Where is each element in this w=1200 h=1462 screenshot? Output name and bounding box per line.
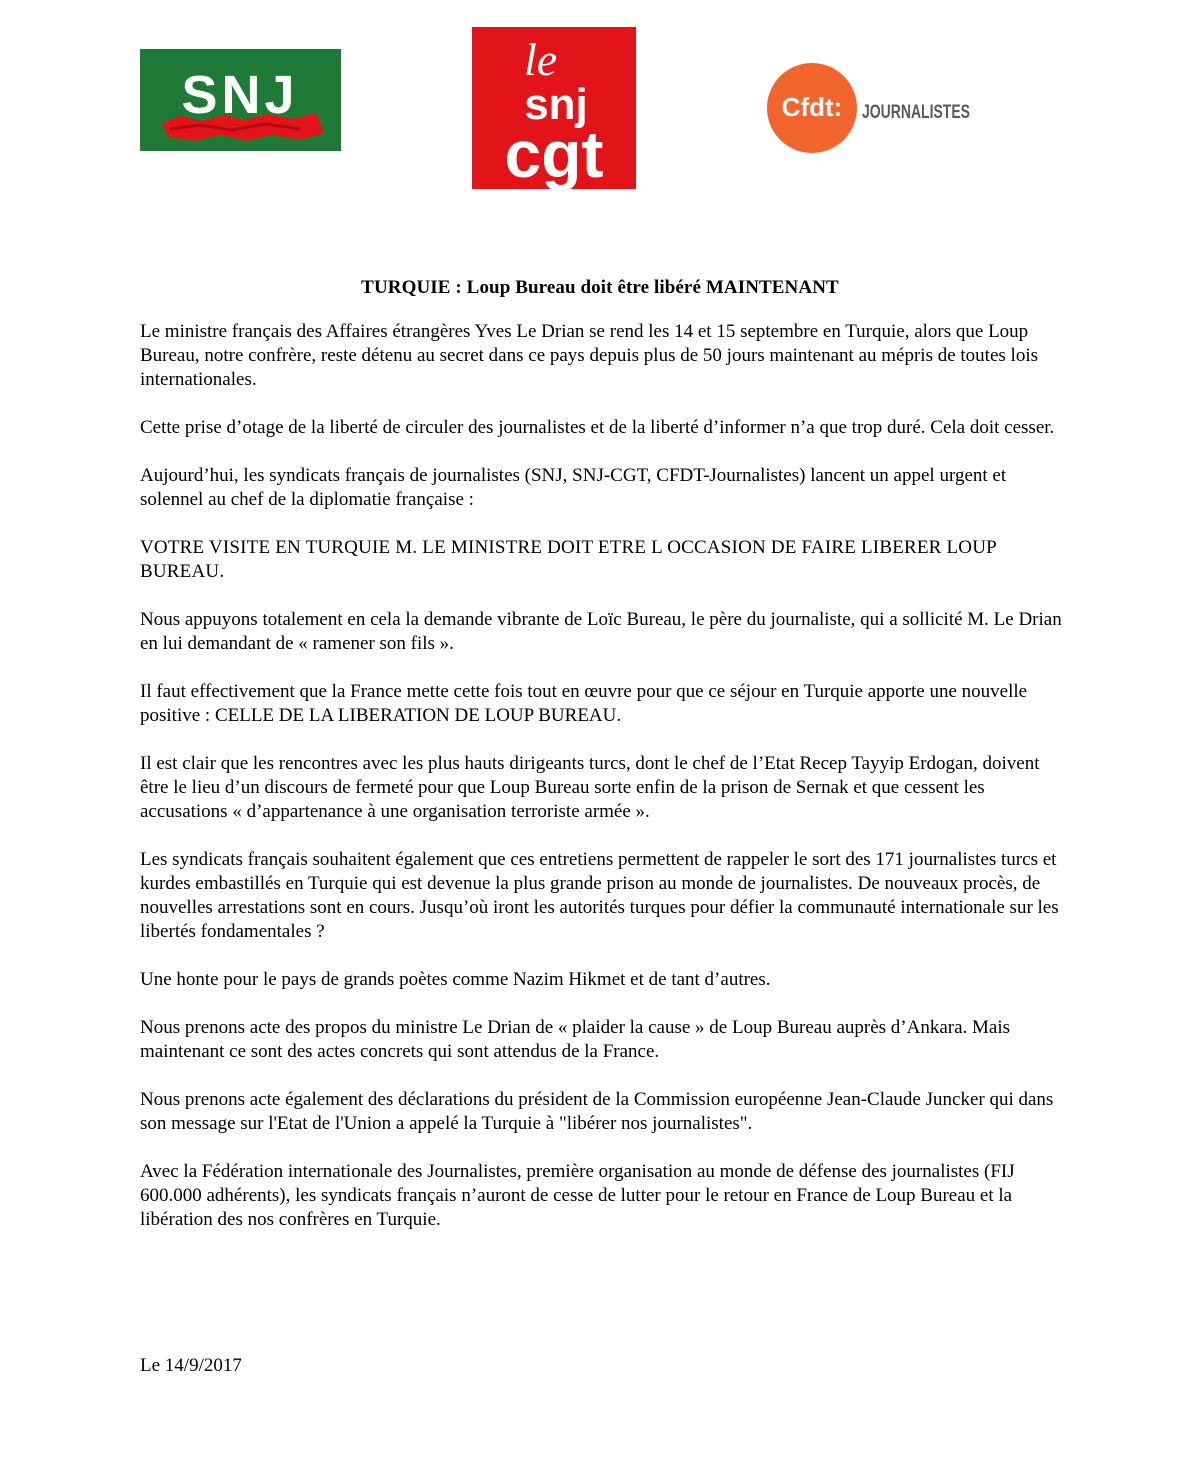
snj-cgt-logo [472, 27, 636, 189]
snj-logo [140, 49, 341, 151]
snj-cgt-logo-snj: snj [524, 80, 588, 129]
page-title: TURQUIE : Loup Bureau doit être libéré MAINTENANT [361, 277, 839, 298]
snj-cgt-logo-cgt: cgt [504, 117, 604, 191]
cfdt-logo-graphic [766, 62, 976, 154]
paragraph: Il est clair que les rencontres avec les plus hauts dirigeants turcs, dont le chef de l’Etat Recep Tayyip Erdogan, doivent être le lieu d’un discours de fermeté pour que Loup Bureau sorte enfin de la prison de Sernak et que cessent les accusations « d’appartenance à une organisation terroriste armée ». [140, 753, 1040, 822]
paragraph: Nous prenons acte des propos du ministre Le Drian de « plaider la cause » de Loup Bureau auprès d’Ankara. Mais maintenant ce sont des actes concrets qui sont attendus de la France. [140, 1017, 1011, 1062]
paragraph: Une honte pour le pays de grands poètes comme Nazim Hikmet et de tant d’autres. [140, 969, 771, 990]
paragraph: Aujourd’hui, les syndicats français de journalistes (SNJ, SNJ-CGT, CFDT-Journalistes) lancent un appel urgent et solennel au chef de la diplomatie française : [140, 465, 1007, 510]
paragraph: Cette prise d’otage de la liberté de circuler des journalistes et de la liberté d’informer n’a que trop duré. Cela doit cesser. [140, 417, 1055, 438]
document-date: Le 14/9/2017 [140, 1355, 242, 1376]
cfdt-label-text: JOURNALISTES [862, 102, 970, 123]
paragraph: VOTRE VISITE EN TURQUIE M. LE MINISTRE DOIT ETRE L OCCASION DE FAIRE LIBERER LOUP BUREAU. [140, 537, 997, 582]
paragraph: Le ministre français des Affaires étrangères Yves Le Drian se rend les 14 et 15 septembre en Turquie, alors que Loup Bureau, notre confrère, reste détenu au secret dans ce pays depuis plus de 50 jours maintenant au mépris de toutes lois internationales. [140, 321, 1038, 390]
cfdt-journalistes-logo [766, 62, 976, 154]
snj-cgt-logo-graphic [472, 27, 636, 189]
paragraph: Il faut effectivement que la France mette cette fois tout en œuvre pour que ce séjour en Turquie apporte une nouvelle positive : CELLE DE LA LIBERATION DE LOUP BUREAU. [140, 681, 1028, 726]
snj-logo-text: SNJ [181, 65, 299, 125]
paragraph: Avec la Fédération internationale des Journalistes, première organisation au monde de défense des journalistes (FIJ 600.000 adhérents), les syndicats français n’auront de cesse de lutter pour le retour en France de Loup Bureau et la libération des nos confrères en Turquie. [140, 1161, 1015, 1230]
press-release-body [140, 320, 1065, 1256]
snj-logo-graphic [140, 49, 341, 151]
paragraph: Les syndicats français souhaitent également que ces entretiens permettent de rappeler le sort des 171 journalistes turcs et kurdes embastillés en Turquie qui est devenue la plus grande prison au monde de journalistes. De nouveaux procès, de nouvelles arrestations sont en cours. Jusqu’où iront les autorités turques pour défier la communauté internationale sur les libertés fondamentales ? [140, 849, 1059, 942]
paragraph: Nous appuyons totalement en cela la demande vibrante de Loïc Bureau, le père du journaliste, qui a sollicité M. Le Drian en lui demandant de « ramener son fils ». [140, 609, 1062, 654]
cfdt-badge-text: Cfdt: [781, 92, 843, 122]
snj-cgt-logo-le: le [524, 34, 558, 85]
paragraph: Nous prenons acte également des déclarations du président de la Commission européenne Jean-Claude Juncker qui dans son message sur l'Etat de l'Union a appelé la Turquie à "libérer nos journalistes". [140, 1089, 1054, 1134]
